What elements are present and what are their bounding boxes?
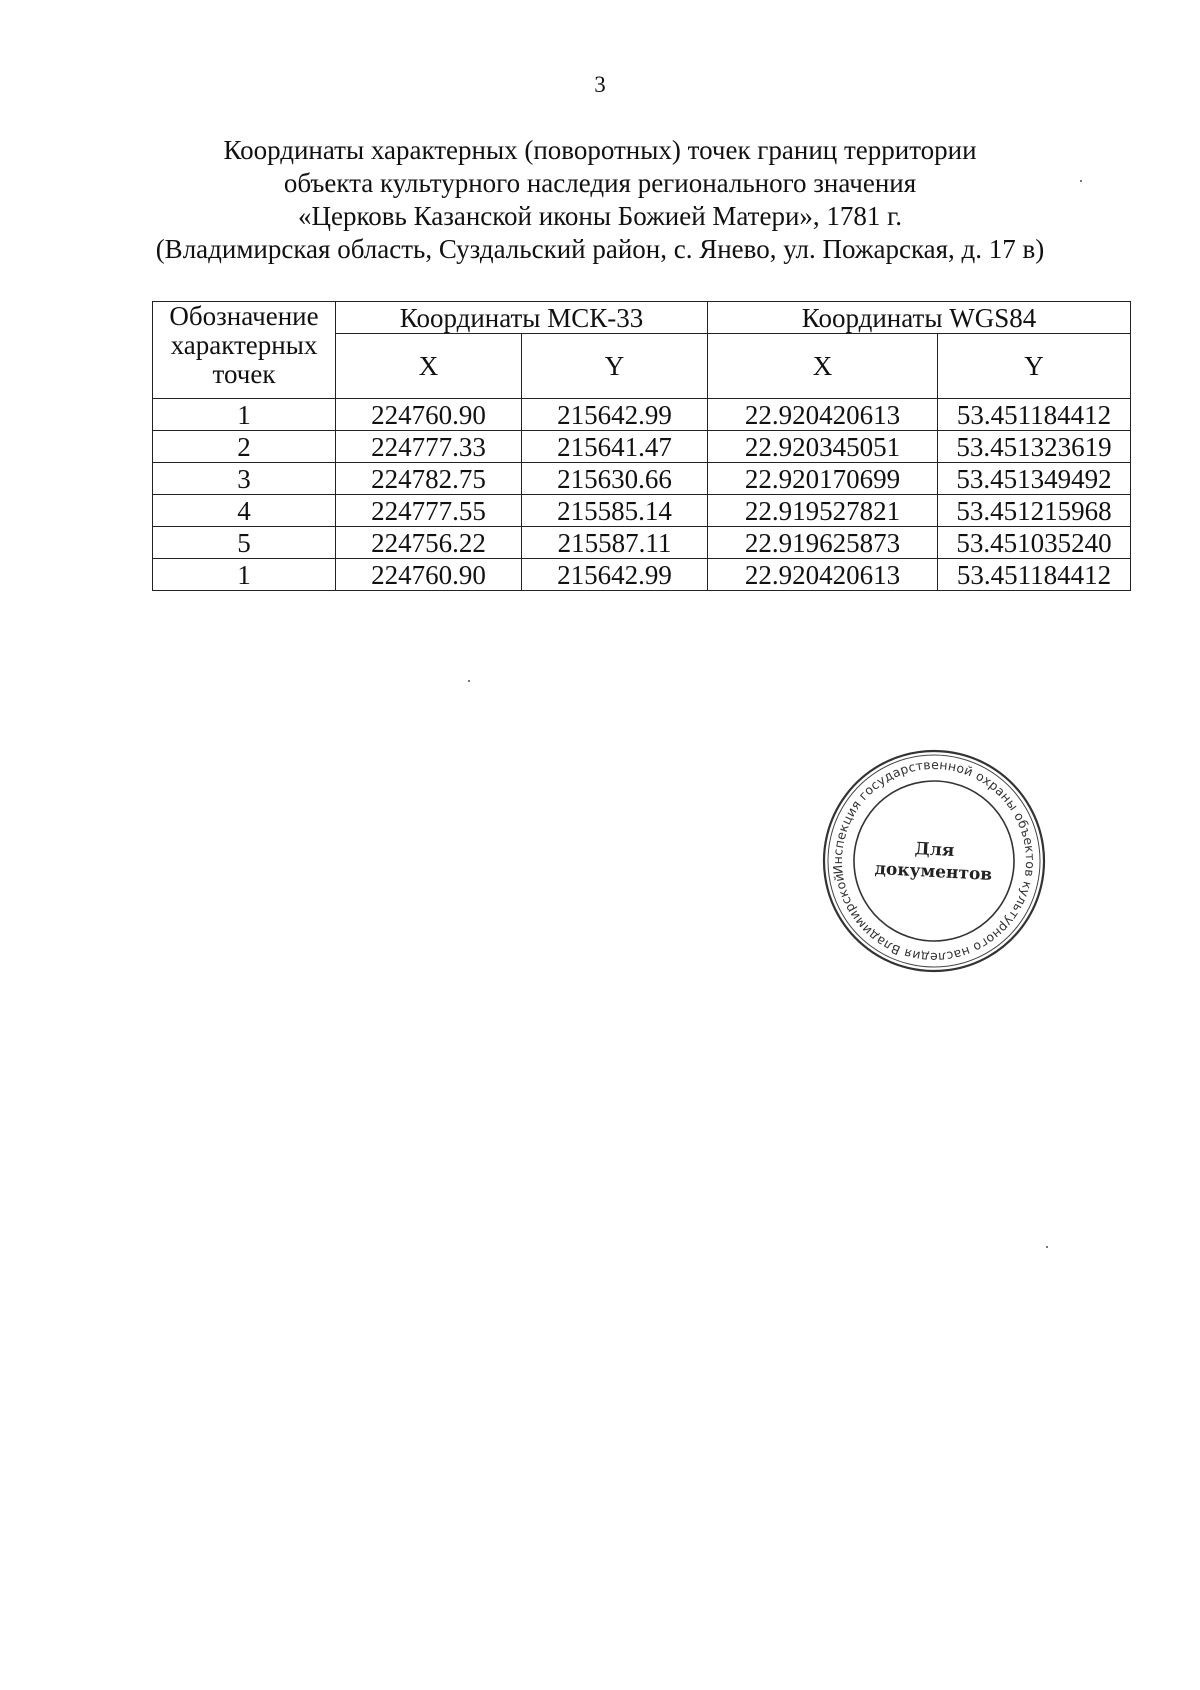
title-line: «Церковь Казанской иконы Божией Матери», 1781 г.	[298, 201, 902, 231]
cell-point: 5	[153, 527, 336, 559]
cell-wgs-x: 22.920420613	[708, 559, 938, 591]
cell-point: 4	[153, 495, 336, 527]
table-row	[153, 399, 1131, 431]
header-msk-y: Y	[522, 334, 708, 399]
header-msk-x: X	[336, 334, 522, 399]
cell-msk-y: 215587.11	[522, 527, 708, 559]
cell-msk-x: 224782.75	[336, 463, 522, 495]
cell-msk-y: 215641.47	[522, 431, 708, 463]
title-line: объекта культурного наследия регионального значения	[283, 168, 917, 198]
cell-wgs-y: 53.451035240	[938, 527, 1131, 559]
cell-msk-x: 224756.22	[336, 527, 522, 559]
header-wgs-x: X	[708, 334, 938, 399]
cell-wgs-y: 53.451349492	[938, 463, 1131, 495]
cell-point: 1	[153, 399, 336, 431]
header-designation: Обозначение характерных точек	[153, 302, 336, 399]
cell-wgs-y: 53.451184412	[938, 399, 1131, 431]
cell-msk-y: 215642.99	[522, 559, 708, 591]
header-wgs-y: Y	[938, 334, 1131, 399]
cell-point: 1	[153, 559, 336, 591]
header-wgs-group: Координаты WGS84	[708, 302, 1131, 334]
document-title	[0, 134, 1200, 266]
cell-msk-x: 224760.90	[336, 399, 522, 431]
cell-wgs-x: 22.920420613	[708, 399, 938, 431]
stamp-center-line: документов	[874, 858, 993, 886]
page-number: 3	[594, 72, 606, 97]
cell-msk-y: 215642.99	[522, 399, 708, 431]
title-line: Координаты характерных (поворотных) точек границ территории	[223, 135, 977, 165]
official-stamp	[820, 747, 1048, 975]
cell-wgs-y: 53.451184412	[938, 559, 1131, 591]
stamp-ring-text: Инспекция государственной охраны объектов культурного наследия Владимирской	[829, 756, 1039, 966]
cell-wgs-x: 22.920170699	[708, 463, 938, 495]
cell-wgs-y: 53.451323619	[938, 431, 1131, 463]
coordinates-table	[152, 301, 1131, 591]
stamp-center-line: Для	[914, 838, 955, 862]
table-row	[153, 495, 1131, 527]
table-row	[153, 559, 1131, 591]
cell-wgs-x: 22.920345051	[708, 431, 938, 463]
table-header-row	[153, 302, 1131, 334]
cell-wgs-x: 22.919625873	[708, 527, 938, 559]
scan-speck	[468, 680, 470, 682]
cell-wgs-y: 53.451215968	[938, 495, 1131, 527]
cell-point: 2	[153, 431, 336, 463]
cell-msk-x: 224760.90	[336, 559, 522, 591]
cell-wgs-x: 22.919527821	[708, 495, 938, 527]
cell-msk-y: 215585.14	[522, 495, 708, 527]
cell-msk-x: 224777.33	[336, 431, 522, 463]
scan-speck	[1046, 1246, 1048, 1248]
scan-speck	[1080, 180, 1082, 182]
cell-msk-x: 224777.55	[336, 495, 522, 527]
table-row	[153, 527, 1131, 559]
table-row	[153, 431, 1131, 463]
table-row	[153, 463, 1131, 495]
header-msk-group: Координаты МСК-33	[336, 302, 708, 334]
cell-point: 3	[153, 463, 336, 495]
cell-msk-y: 215630.66	[522, 463, 708, 495]
title-line: (Владимирская область, Суздальский район, с. Янево, ул. Пожарская, д. 17 в)	[155, 234, 1045, 264]
